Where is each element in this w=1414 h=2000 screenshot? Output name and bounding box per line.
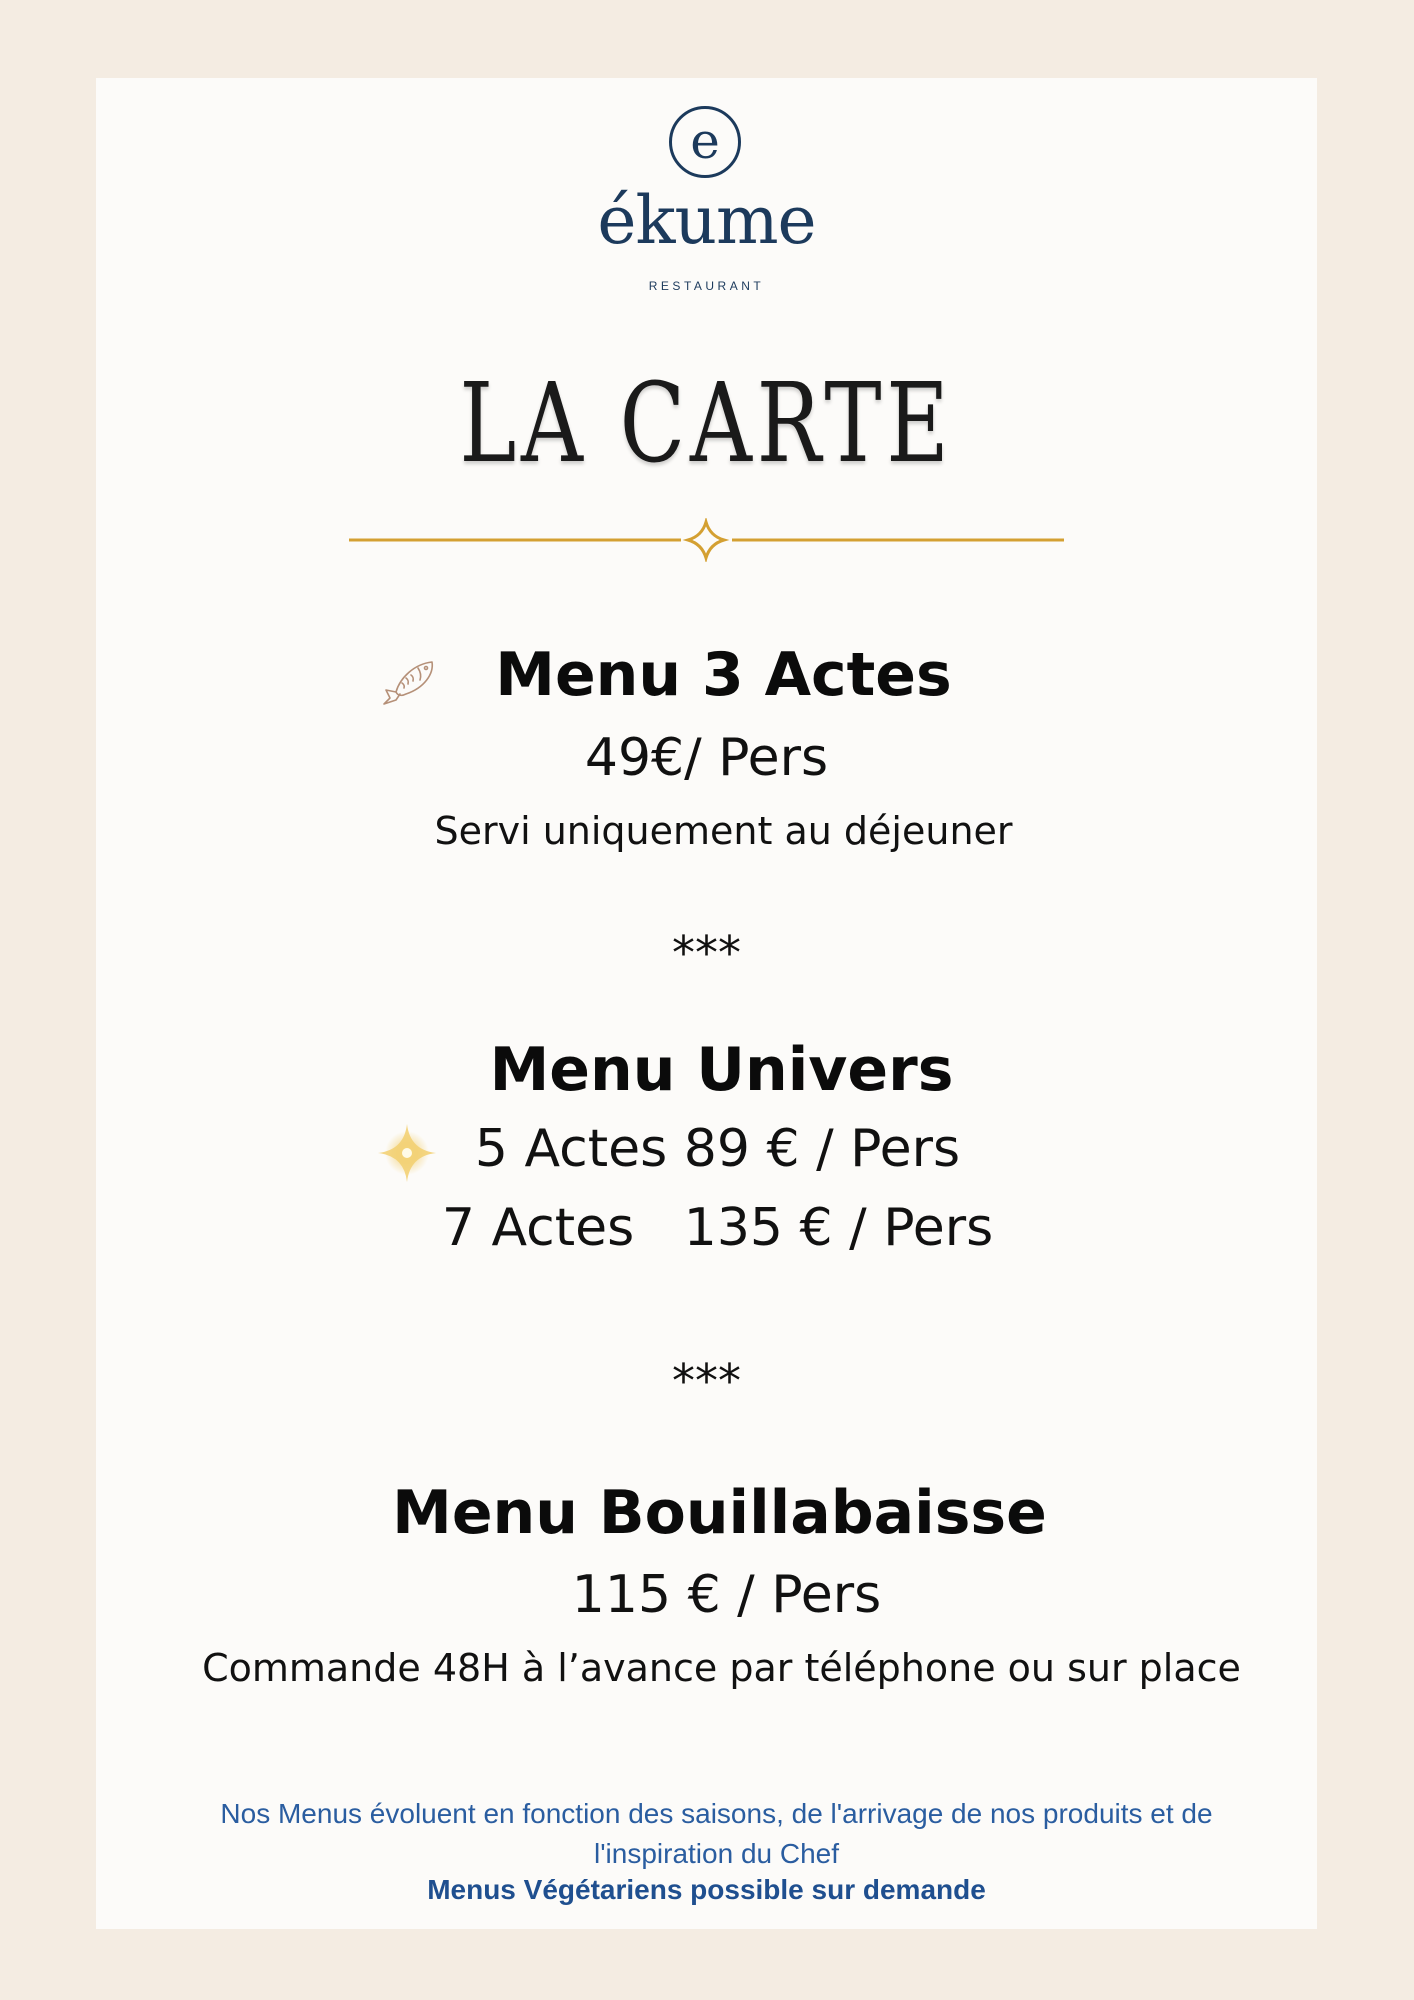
menu-univers-line-5-actes: 5 Actes 89 € / Pers <box>474 1119 961 1179</box>
page-title: LA CARTE <box>459 359 954 487</box>
seasonal-notice: Nos Menus évoluent en fonction des saisons, de l'arrivage de nos produits et de l'inspiration du Chef <box>220 1798 1213 1869</box>
menu-bouillabaisse-title: Menu Bouillabaisse <box>392 1478 1047 1548</box>
menu-bouillabaisse-note: Commande 48H à l’avance par téléphone ou sur place <box>202 1646 1241 1690</box>
menu-univers-line-7-actes: 7 Actes 135 € / Pers <box>441 1198 994 1258</box>
gold-divider <box>349 518 1064 562</box>
menu-3-actes-note: Servi uniquement au déjeuner <box>434 809 1013 853</box>
menu-bouillabaisse-price: 115 € / Pers <box>571 1565 882 1625</box>
logo-monogram-letter: e <box>690 112 720 170</box>
brand-subtitle: RESTAURANT <box>648 279 765 293</box>
brand-name: ékume <box>597 182 816 259</box>
separator-2: *** <box>672 1354 741 1408</box>
menu-3-actes-title: Menu 3 Actes <box>495 640 952 710</box>
logo-monogram <box>669 106 741 178</box>
vegetarian-notice: Menus Végétariens possible sur demande <box>427 1874 986 1905</box>
menu-card <box>96 78 1317 1929</box>
menu-3-actes-price: 49€/ Pers <box>584 728 829 788</box>
star-icon <box>688 522 724 558</box>
menu-univers-title: Menu Univers <box>489 1035 954 1105</box>
separator-1: *** <box>672 926 741 980</box>
